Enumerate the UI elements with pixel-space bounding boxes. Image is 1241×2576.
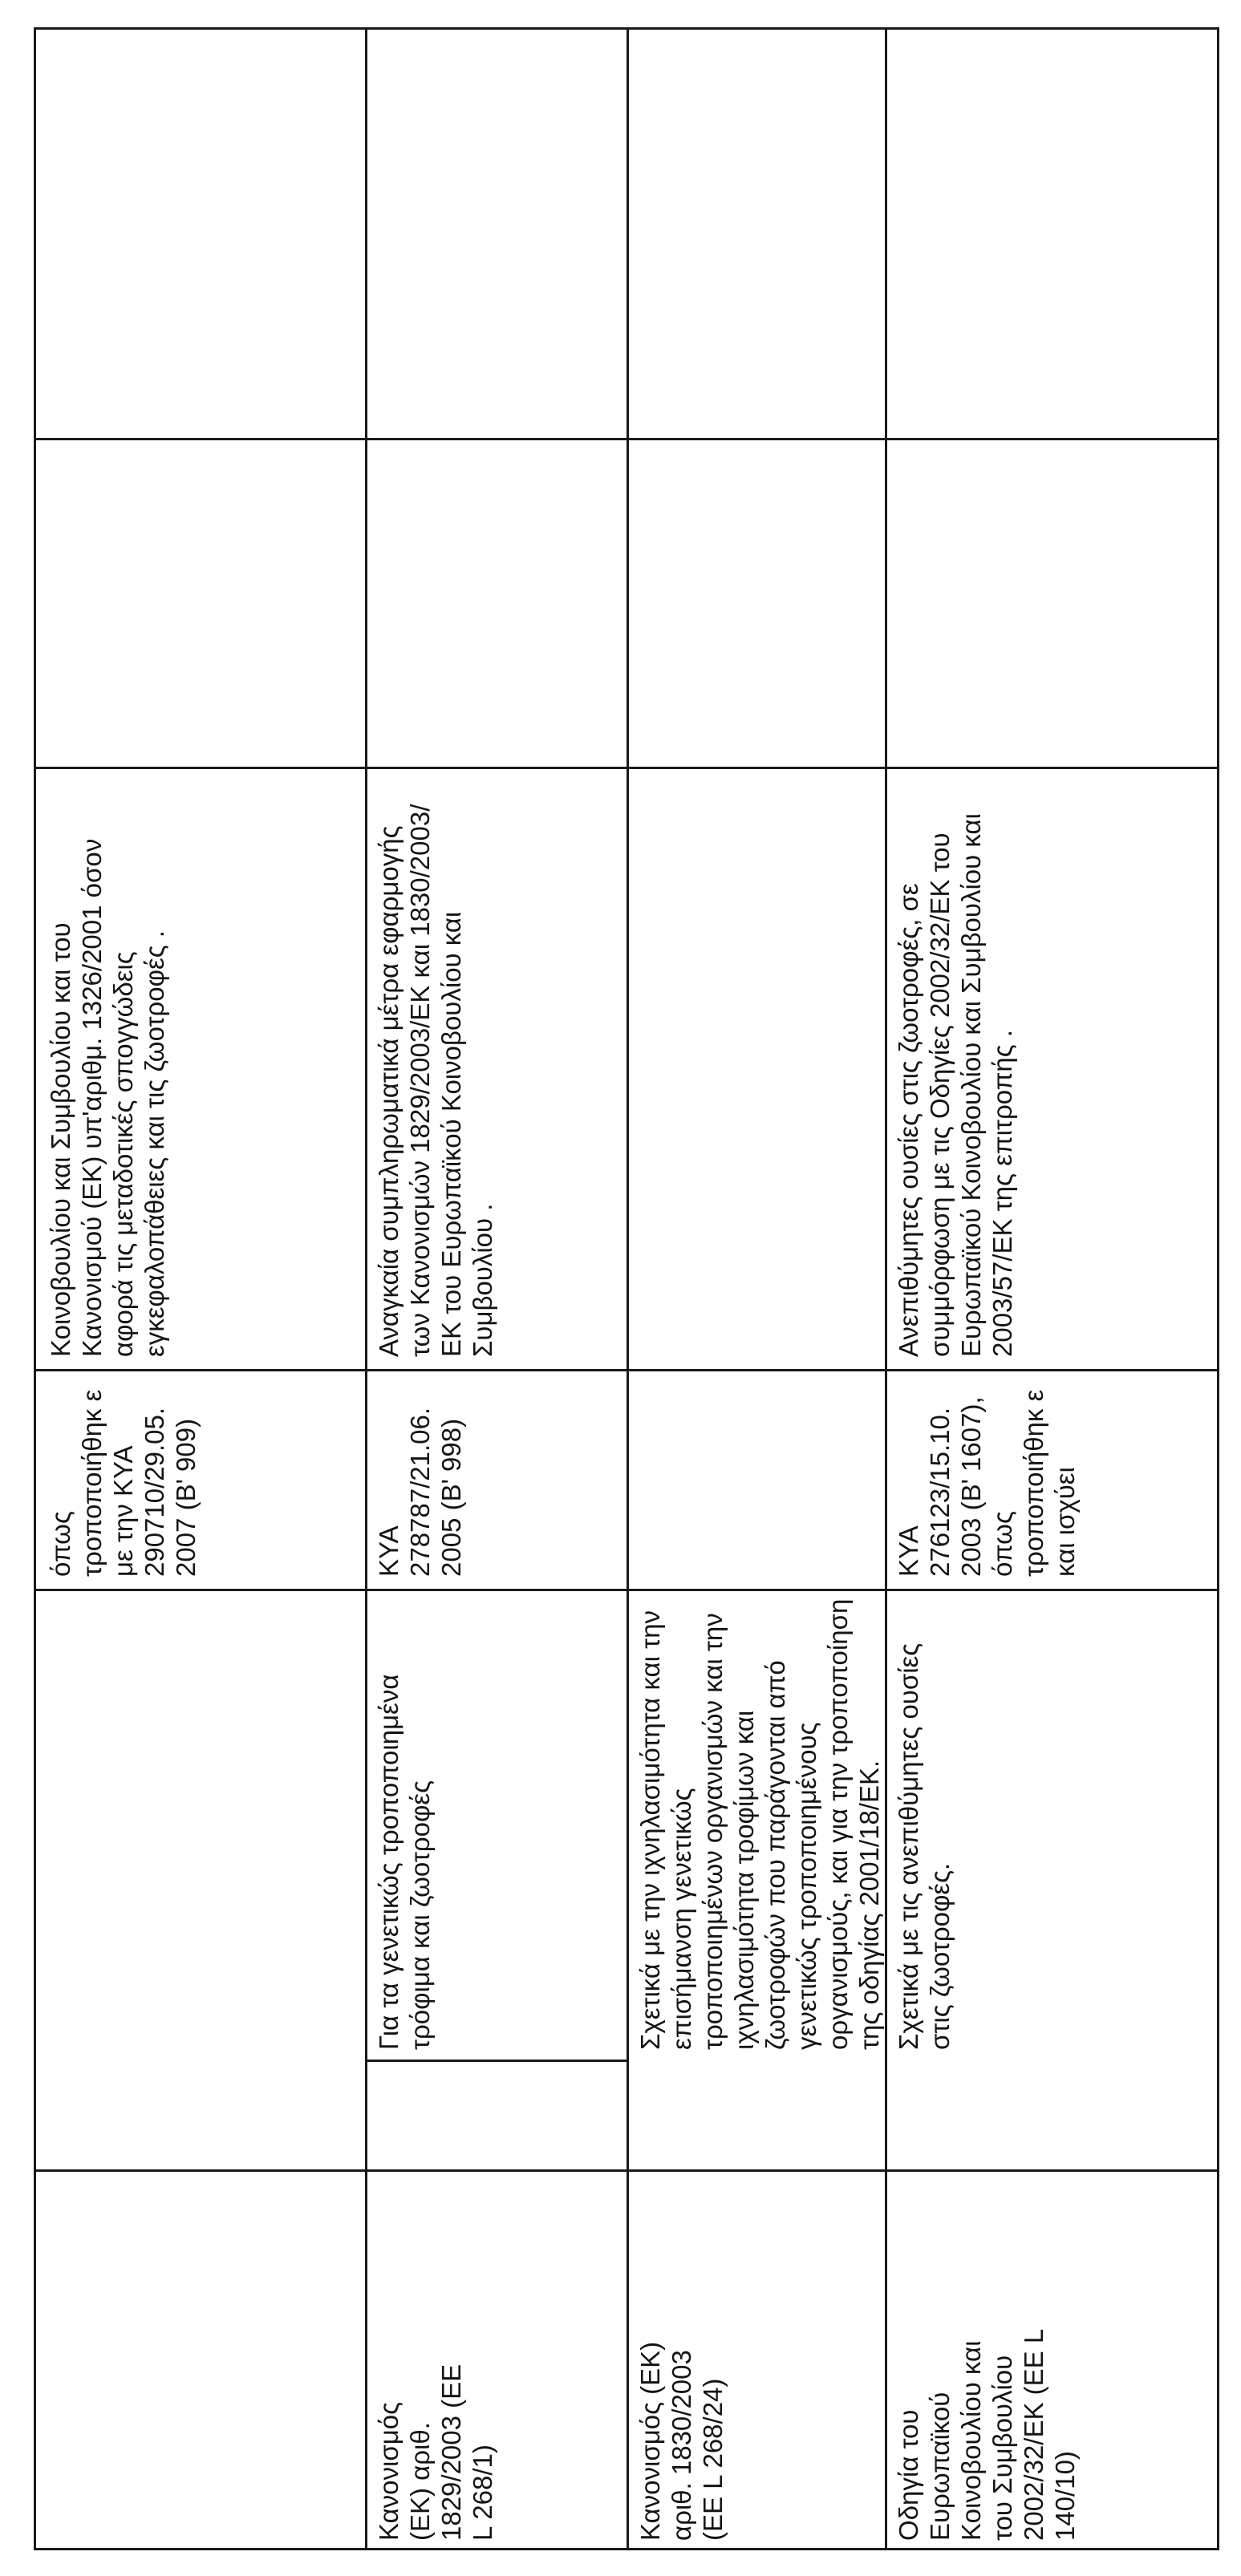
subject-cell-1830: Σχετικά με την ιχνηλασιμότητα και την επισήμανση γενετικώς τροποποιημένων οργανισμών και την ιχνηλασιμότητα τροφίμων και ζωοτροφών που παράγονται από γενετικώς τροποποιημένους οργανισμούς, και για την τροποποίηση της οδηγίας 2001/18/ΕΚ. (635, 1598, 884, 2050)
column-divider-5 (34, 767, 1219, 769)
scope-cell-continuation: Κοινοβουλίου και Συμβουλίου και του Κανονισμού (ΕΚ) υπ'αριθμ. 1326/2001 όσον αφορά τις μεταδοτικές σπογγώδεις εγκεφαλοπάθειες και τις ζωοτροφές . (46, 838, 169, 1357)
table-border-right (34, 27, 1219, 30)
row-divider-1 (365, 27, 367, 2550)
subject-cell-2002-32: Σχετικά με τις ανεπιθύμητες ουσίες στις ζωοτροφές. (894, 1642, 955, 2050)
subject-cell-1829: Για τα γενετικώς τροποποιημένα τρόφιμα και ζωοτροφές (374, 1674, 435, 2050)
table-border-top (34, 27, 36, 2550)
regulation-cell-1829: Κανονισμός (ΕΚ) αριθ. 1829/2003 (ΕΕ L 268/1) (374, 2363, 497, 2541)
act-cell-1829: ΚΥΑ 278787/21.06. 2005 (Β' 998) (374, 1407, 466, 1577)
table-border-left (34, 2548, 1219, 2550)
column-divider-4 (34, 1369, 1219, 1371)
regulation-cell-1830: Κανονισμός (ΕΚ) αριθ. 1830/2003 (ΕΕ L 268/24) (635, 2341, 728, 2541)
scope-cell-1829: Αναγκαία συμπληρωματικά μέτρα εφαρμογής των Κανονισμών 1829/2003/ΕΚ και 1830/2003/ΕΚ του Ευρωπαϊκού Κοινοβουλίου και Συμβουλίου . (374, 804, 497, 1357)
act-cell-2002-32: ΚΥΑ 276123/15.10. 2003 (Β' 1607), όπως τροποποιήθηκ ε και ισχύει (894, 1389, 1080, 1577)
column-divider-1 (34, 2169, 1219, 2172)
act-cell-continuation: όπως τροποποιήθηκ ε με την ΚΥΑ 290710/29.05. 2007 (Β' 909) (46, 1389, 201, 1577)
column-divider-3 (34, 1589, 1219, 1591)
column-divider-2 (365, 2060, 627, 2062)
regulation-cell-2002-32: Οδηγία του Ευρωπαϊκού Κοινοβουλίου και του Συμβουλίου 2002/32/ΕΚ (ΕΕ L 140/10) (894, 2330, 1080, 2541)
row-divider-3 (885, 27, 887, 2550)
table-border-bottom (1217, 27, 1219, 2550)
scope-cell-2002-32: Ανεπιθύμητες ουσίες στις ζωοτροφές, σε συμμόρφωση με τις Οδηγίες 2002/32/ΕΚ του Ευρωπαϊκού Κοινοβουλίου και Συμβουλίου και 2003/57/ΕΚ της επιτροπής . (894, 813, 1017, 1357)
row-divider-2 (627, 27, 629, 2550)
column-divider-6 (34, 438, 1219, 440)
regulations-table (34, 27, 1219, 2550)
